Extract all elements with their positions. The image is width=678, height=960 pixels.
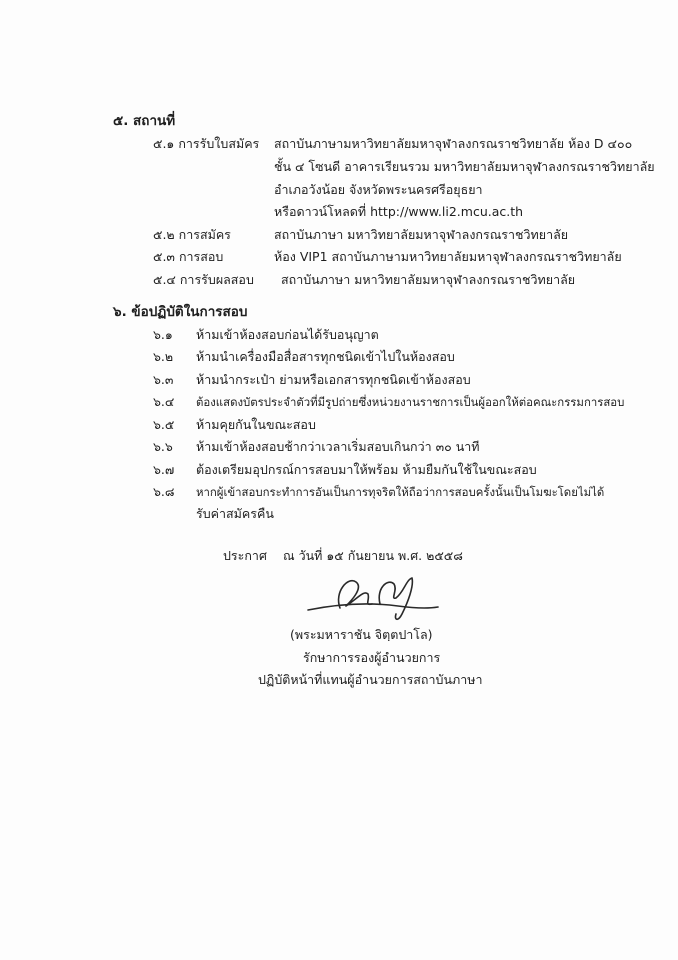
section-5-heading: ๕. สถานที่ (113, 113, 176, 129)
rule-6-2-num: ๖.๒ (153, 349, 174, 364)
announcement-date: ณ วันที่ ๑๕ กันยายน พ.ศ. ๒๕๕๘ (283, 548, 463, 563)
item-5-2-label: ๕.๒ การสมัคร (153, 227, 231, 242)
rule-6-6-text: ห้ามเข้าห้องสอบช้ากว่าเวลาเริ่มสอบเกินกว่า ๓๐ นาที (196, 439, 480, 454)
announcement-label: ประกาศ (223, 548, 267, 563)
item-5-4-label: ๕.๔ การรับผลสอบ (153, 272, 254, 287)
rule-6-4-text: ต้องแสดงบัตรประจำตัวที่มีรูปถ่ายซึ่งหน่วยงานราชการเป็นผู้ออกให้ต่อคณะกรรมการสอบ (196, 395, 625, 409)
rule-6-3-num: ๖.๓ (153, 372, 174, 387)
item-5-3-label: ๕.๓ การสอบ (153, 249, 224, 264)
rule-6-3-text: ห้ามนำกระเป๋า ย่ามหรือเอกสารทุกชนิดเข้าห้องสอบ (196, 372, 471, 387)
item-5-4-line-1: สถาบันภาษา มหาวิทยาลัยมหาจุฬาลงกรณราชวิทยาลัย (281, 272, 576, 287)
section-6-heading: ๖. ข้อปฏิบัติในการสอบ (113, 304, 248, 320)
item-5-1-line-2: ชั้น ๔ โซนดี อาคารเรียนรวม มหาวิทยาลัยมหาจุฬาลงกรณราชวิทยาลัย (274, 159, 655, 174)
rule-6-1-num: ๖.๑ (153, 327, 173, 342)
rule-6-8-continuation: รับค่าสมัครคืน (196, 506, 274, 521)
signatory-position-2: ปฏิบัติหน้าที่แทนผู้อำนวยการสถาบันภาษา (258, 672, 483, 687)
rule-6-8-num: ๖.๘ (153, 484, 175, 499)
handwritten-signature (298, 568, 448, 626)
signatory-name: (พระมหาราชัน จิตฺตปาโล) (290, 627, 433, 642)
rule-6-7-text: ต้องเตรียมอุปกรณ์การสอบมาให้พร้อม ห้ามยืมกันใช้ในขณะสอบ (196, 462, 537, 477)
item-5-2-line-1: สถาบันภาษา มหาวิทยาลัยมหาจุฬาลงกรณราชวิทยาลัย (274, 227, 569, 242)
item-5-1-line-1: สถาบันภาษามหาวิทยาลัยมหาจุฬาลงกรณราชวิทยาลัย ห้อง D ๔๐๐ (274, 136, 633, 151)
rule-6-6-num: ๖.๖ (153, 439, 173, 454)
rule-6-7-num: ๖.๗ (153, 462, 175, 477)
rule-6-8-text: หากผู้เข้าสอบกระทำการอันเป็นการทุจริตให้ถือว่าการสอบครั้งนั้นเป็นโมฆะโดยไม่ได้ (196, 485, 605, 499)
signatory-position-1: รักษาการรองผู้อำนวยการ (303, 650, 441, 665)
rule-6-5-num: ๖.๕ (153, 417, 175, 432)
rule-6-2-text: ห้ามนำเครื่องมือสื่อสารทุกชนิดเข้าไปในห้องสอบ (196, 349, 455, 364)
rule-6-1-text: ห้ามเข้าห้องสอบก่อนได้รับอนุญาต (196, 327, 379, 342)
rule-6-4-num: ๖.๔ (153, 394, 175, 409)
item-5-1-line-3: อำเภอวังน้อย จังหวัดพระนครศรีอยุธยา (274, 182, 483, 197)
item-5-1-line-4: หรือดาวน์โหลดที่ http://www.li2.mcu.ac.th (274, 204, 524, 219)
item-5-3-line-1: ห้อง VIP1 สถาบันภาษามหาวิทยาลัยมหาจุฬาลงกรณราชวิทยาลัย (274, 249, 622, 264)
item-5-1-label: ๕.๑ การรับใบสมัคร (153, 136, 260, 151)
rule-6-5-text: ห้ามคุยกันในขณะสอบ (196, 417, 316, 432)
